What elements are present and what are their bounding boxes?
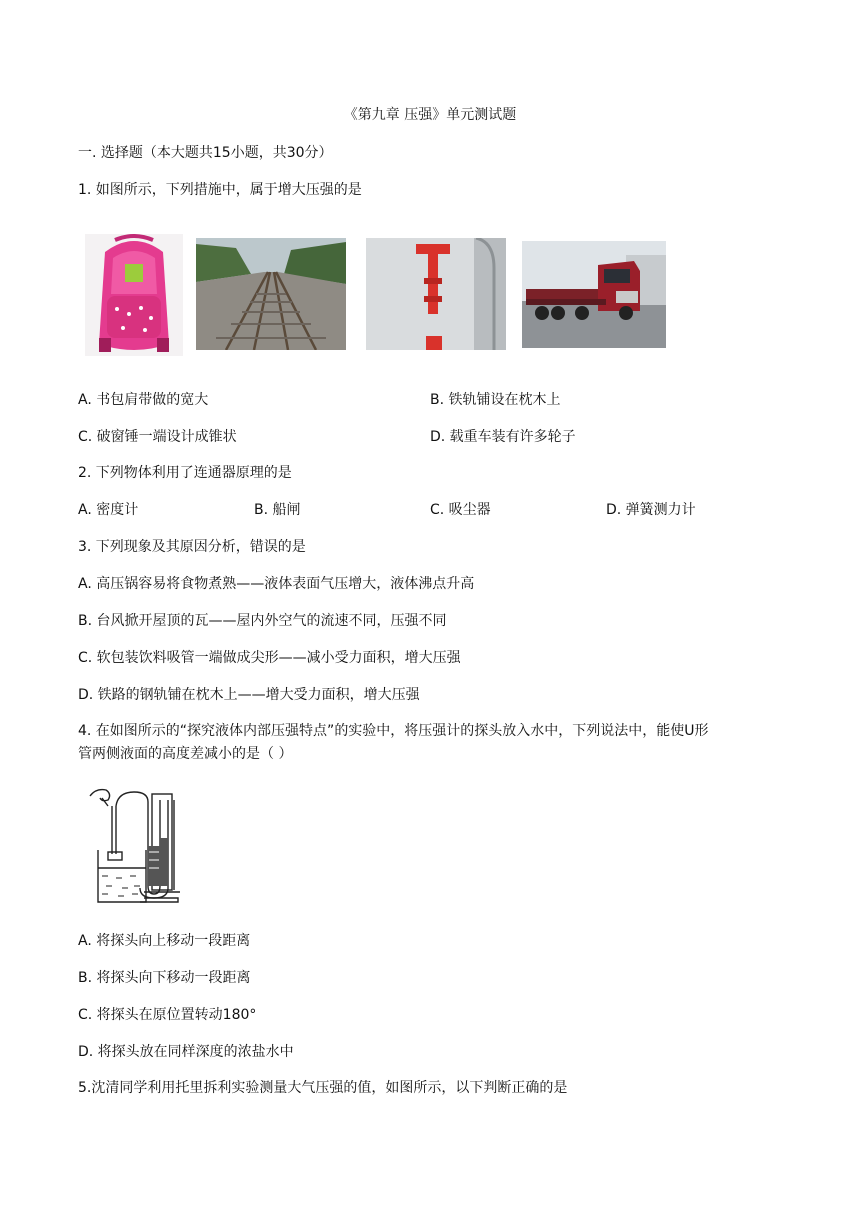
q1-option-d: D. 载重车装有许多轮子 bbox=[430, 429, 576, 445]
q3-option-c: C. 软包装饮料吸管一端做成尖形——减小受力面积，增大压强 bbox=[78, 650, 461, 666]
q4-option-c: C. 将探头在原位置转动180° bbox=[78, 1007, 257, 1023]
q1-option-a: A. 书包肩带做的宽大 bbox=[78, 392, 209, 408]
q1-option-b: B. 铁轨铺设在枕木上 bbox=[430, 392, 561, 408]
pressure-gauge-experiment-figure bbox=[82, 786, 188, 904]
heavy-truck-photo bbox=[522, 241, 666, 348]
q1-option-c: C. 破窗锤一端设计成锥状 bbox=[78, 429, 237, 445]
page-title: 《第九章 压强》单元测试题 bbox=[343, 107, 517, 123]
q4-option-b: B. 将探头向下移动一段距离 bbox=[78, 970, 251, 986]
q2-option-b: B. 船闸 bbox=[254, 502, 301, 518]
backpack-photo bbox=[85, 234, 183, 356]
question-1-stem: 1. 如图所示，下列措施中，属于增大压强的是 bbox=[78, 182, 362, 198]
q4-option-d: D. 将探头放在同样深度的浓盐水中 bbox=[78, 1044, 294, 1060]
q3-option-a: A. 高压锅容易将食物煮熟——液体表面气压增大，液体沸点升高 bbox=[78, 576, 475, 592]
q3-option-d: D. 铁路的钢轨铺在枕木上——增大受力面积，增大压强 bbox=[78, 687, 420, 703]
q4-option-a: A. 将探头向上移动一段距离 bbox=[78, 933, 251, 949]
question-2-stem: 2. 下列物体利用了连通器原理的是 bbox=[78, 465, 292, 481]
question-4-stem-line-2: 管两侧液面的高度差减小的是（ ） bbox=[78, 746, 293, 762]
question-3-stem: 3. 下列现象及其原因分析，错误的是 bbox=[78, 539, 306, 555]
railway-track-photo bbox=[196, 238, 346, 350]
emergency-hammer-photo bbox=[366, 238, 506, 350]
section-heading: 一. 选择题（本大题共15小题，共30分） bbox=[78, 145, 333, 161]
q2-option-c: C. 吸尘器 bbox=[430, 502, 491, 518]
question-4-stem-line-1: 4. 在如图所示的“探究液体内部压强特点”的实验中，将压强计的探头放入水中，下列说法中，能使U形 bbox=[78, 723, 709, 739]
q2-option-a: A. 密度计 bbox=[78, 502, 139, 518]
q2-option-d: D. 弹簧测力计 bbox=[606, 502, 696, 518]
q3-option-b: B. 台风掀开屋顶的瓦——屋内外空气的流速不同，压强不同 bbox=[78, 613, 447, 629]
question-5-stem: 5.沈清同学利用托里拆利实验测量大气压强的值，如图所示，以下判断正确的是 bbox=[78, 1080, 568, 1096]
